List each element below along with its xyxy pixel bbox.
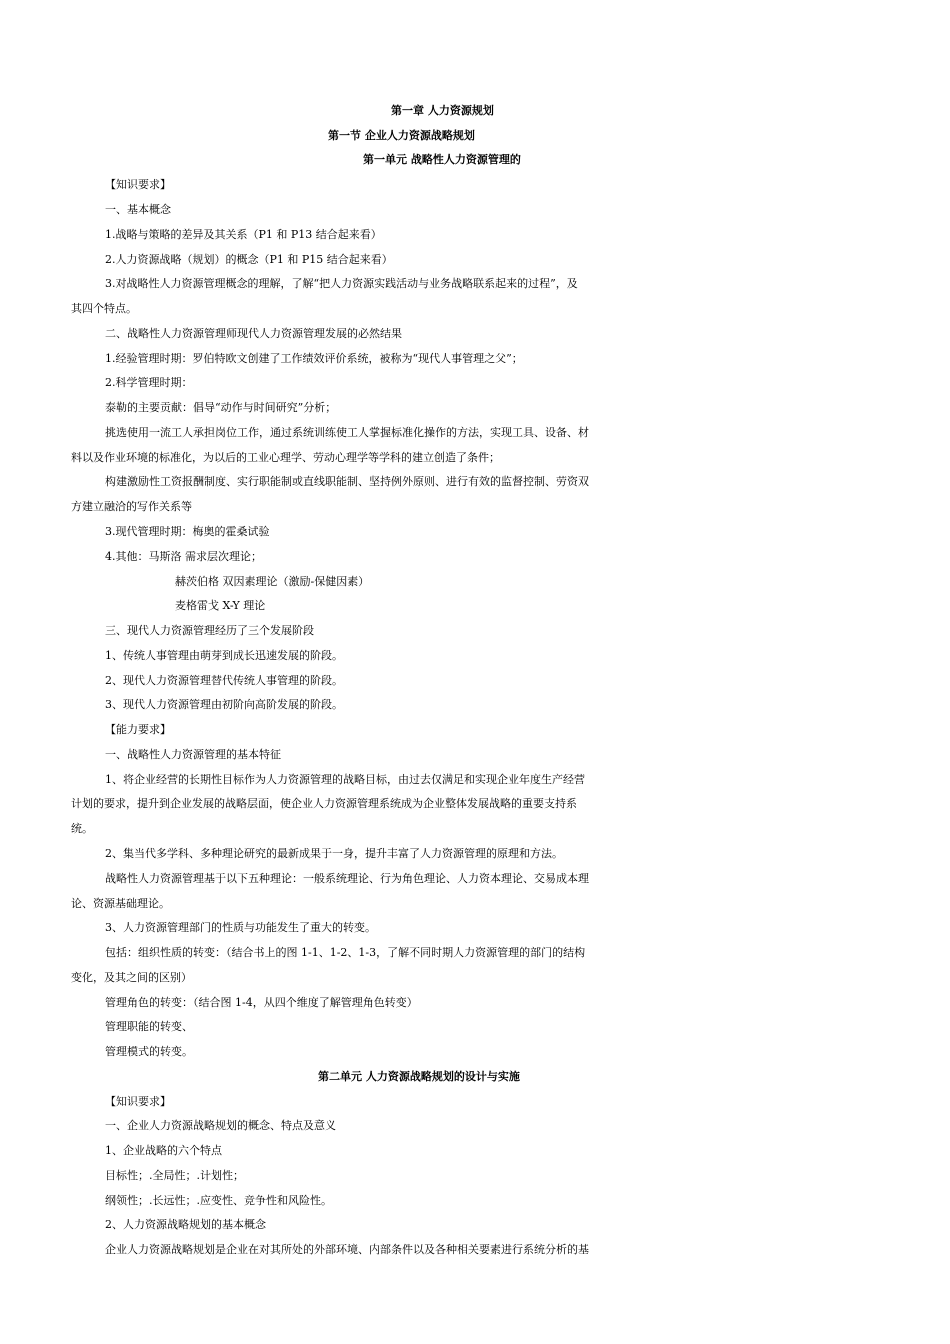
paragraph-line: 泰勒的主要贡献：倡导“动作与时间研究”分析； bbox=[105, 401, 337, 414]
paragraph-line: 包括：组织性质的转变：（结合书上的图 1-1、1-2、1-3，了解不同时期人力资源管理的部门的结构 bbox=[105, 946, 586, 959]
paragraph-line: 2.科学管理时期： bbox=[105, 376, 193, 389]
paragraph-line: 赫茨伯格 双因素理论（激励-保健因素） bbox=[175, 575, 370, 588]
paragraph-line: 管理模式的转变。 bbox=[105, 1045, 193, 1058]
paragraph-line: 3、现代人力资源管理由初阶向高阶发展的阶段。 bbox=[105, 698, 343, 711]
paragraph-line: 企业人力资源战略规划是企业在对其所处的外部环境、内部条件以及各种相关要素进行系统分析的基 bbox=[105, 1243, 589, 1256]
paragraph-line: 战略性人力资源管理基于以下五种理论：一般系统理论、行为角色理论、人力资本理论、交易成本理 bbox=[105, 872, 589, 885]
paragraph-line: 一、基本概念 bbox=[105, 203, 171, 216]
chapter-title: 第一章 人力资源规划 bbox=[391, 104, 494, 117]
paragraph-line: 3、人力资源管理部门的性质与功能发生了重大的转变。 bbox=[105, 921, 376, 934]
paragraph-line: 统。 bbox=[71, 822, 93, 835]
paragraph-line: 一、企业人力资源战略规划的概念、特点及意义 bbox=[105, 1119, 336, 1132]
paragraph-line: 3.现代管理时期：梅奥的霍桑试验 bbox=[105, 525, 270, 538]
paragraph-line: 【知识要求】 bbox=[105, 178, 171, 191]
paragraph-line: 管理职能的转变、 bbox=[105, 1020, 193, 1033]
paragraph-line: 2、人力资源战略规划的基本概念 bbox=[105, 1218, 266, 1231]
unit2-title: 第二单元 人力资源战略规划的设计与实施 bbox=[318, 1070, 520, 1083]
paragraph-line: 纲领性；.长远性；.应变性、竞争性和风险性。 bbox=[105, 1194, 332, 1207]
paragraph-line: 变化，及其之间的区别） bbox=[71, 971, 192, 984]
paragraph-line: 1.战略与策略的差异及其关系（P1 和 P13 结合起来看） bbox=[105, 228, 382, 241]
section-title: 第一节 企业人力资源战略规划 bbox=[328, 129, 475, 142]
paragraph-line: 方建立融洽的写作关系等 bbox=[71, 500, 192, 513]
unit1-title: 第一单元 战略性人力资源管理的 bbox=[363, 153, 521, 166]
paragraph-line: 【能力要求】 bbox=[105, 723, 171, 736]
paragraph-line: 2、现代人力资源管理替代传统人事管理的阶段。 bbox=[105, 674, 343, 687]
paragraph-line: 其四个特点。 bbox=[71, 302, 137, 315]
paragraph-line: 挑选使用一流工人承担岗位工作，通过系统训练使工人掌握标准化操作的方法，实现工具、设备、材 bbox=[105, 426, 589, 439]
paragraph-line: 2、集当代多学科、多种理论研究的最新成果于一身，提升丰富了人力资源管理的原理和方法。 bbox=[105, 847, 563, 860]
paragraph-line: 一、战略性人力资源管理的基本特征 bbox=[105, 748, 281, 761]
paragraph-line: 1、传统人事管理由萌芽到成长迅速发展的阶段。 bbox=[105, 649, 343, 662]
paragraph-line: 目标性；.全局性；.计划性； bbox=[105, 1169, 244, 1182]
paragraph-line: 1、将企业经营的长期性目标作为人力资源管理的战略目标，由过去仅满足和实现企业年度生产经营 bbox=[105, 773, 585, 786]
paragraph-line: 3.对战略性人力资源管理概念的理解，了解“把人力资源实践活动与业务战略联系起来的过程”，及 bbox=[105, 277, 578, 290]
paragraph-line: 1、企业战略的六个特点 bbox=[105, 1144, 222, 1157]
paragraph-line: 管理角色的转变：（结合图 1-4，从四个维度了解管理角色转变） bbox=[105, 996, 418, 1009]
paragraph-line: 【知识要求】 bbox=[105, 1095, 171, 1108]
paragraph-line: 料以及作业环境的标准化，为以后的工业心理学、劳动心理学等学科的建立创造了条件； bbox=[71, 451, 500, 464]
paragraph-line: 三、现代人力资源管理经历了三个发展阶段 bbox=[105, 624, 314, 637]
paragraph-line: 论、资源基础理论。 bbox=[71, 897, 170, 910]
paragraph-line: 4.其他：马斯洛 需求层次理论； bbox=[105, 550, 262, 563]
paragraph-line: 1.经验管理时期：罗伯特欧文创建了工作绩效评价系统，被称为“现代人事管理之父”； bbox=[105, 352, 523, 365]
paragraph-line: 2.人力资源战略（规划）的概念（P1 和 P15 结合起来看） bbox=[105, 253, 393, 266]
paragraph-line: 麦格雷戈 X-Y 理论 bbox=[175, 599, 266, 612]
paragraph-line: 计划的要求，提升到企业发展的战略层面，使企业人力资源管理系统成为企业整体发展战略的重要支持系 bbox=[71, 797, 577, 810]
paragraph-line: 二、战略性人力资源管理师现代人力资源管理发展的必然结果 bbox=[105, 327, 402, 340]
paragraph-line: 构建激励性工资报酬制度、实行职能制或直线职能制、坚持例外原则、进行有效的监督控制、劳资双 bbox=[105, 475, 589, 488]
